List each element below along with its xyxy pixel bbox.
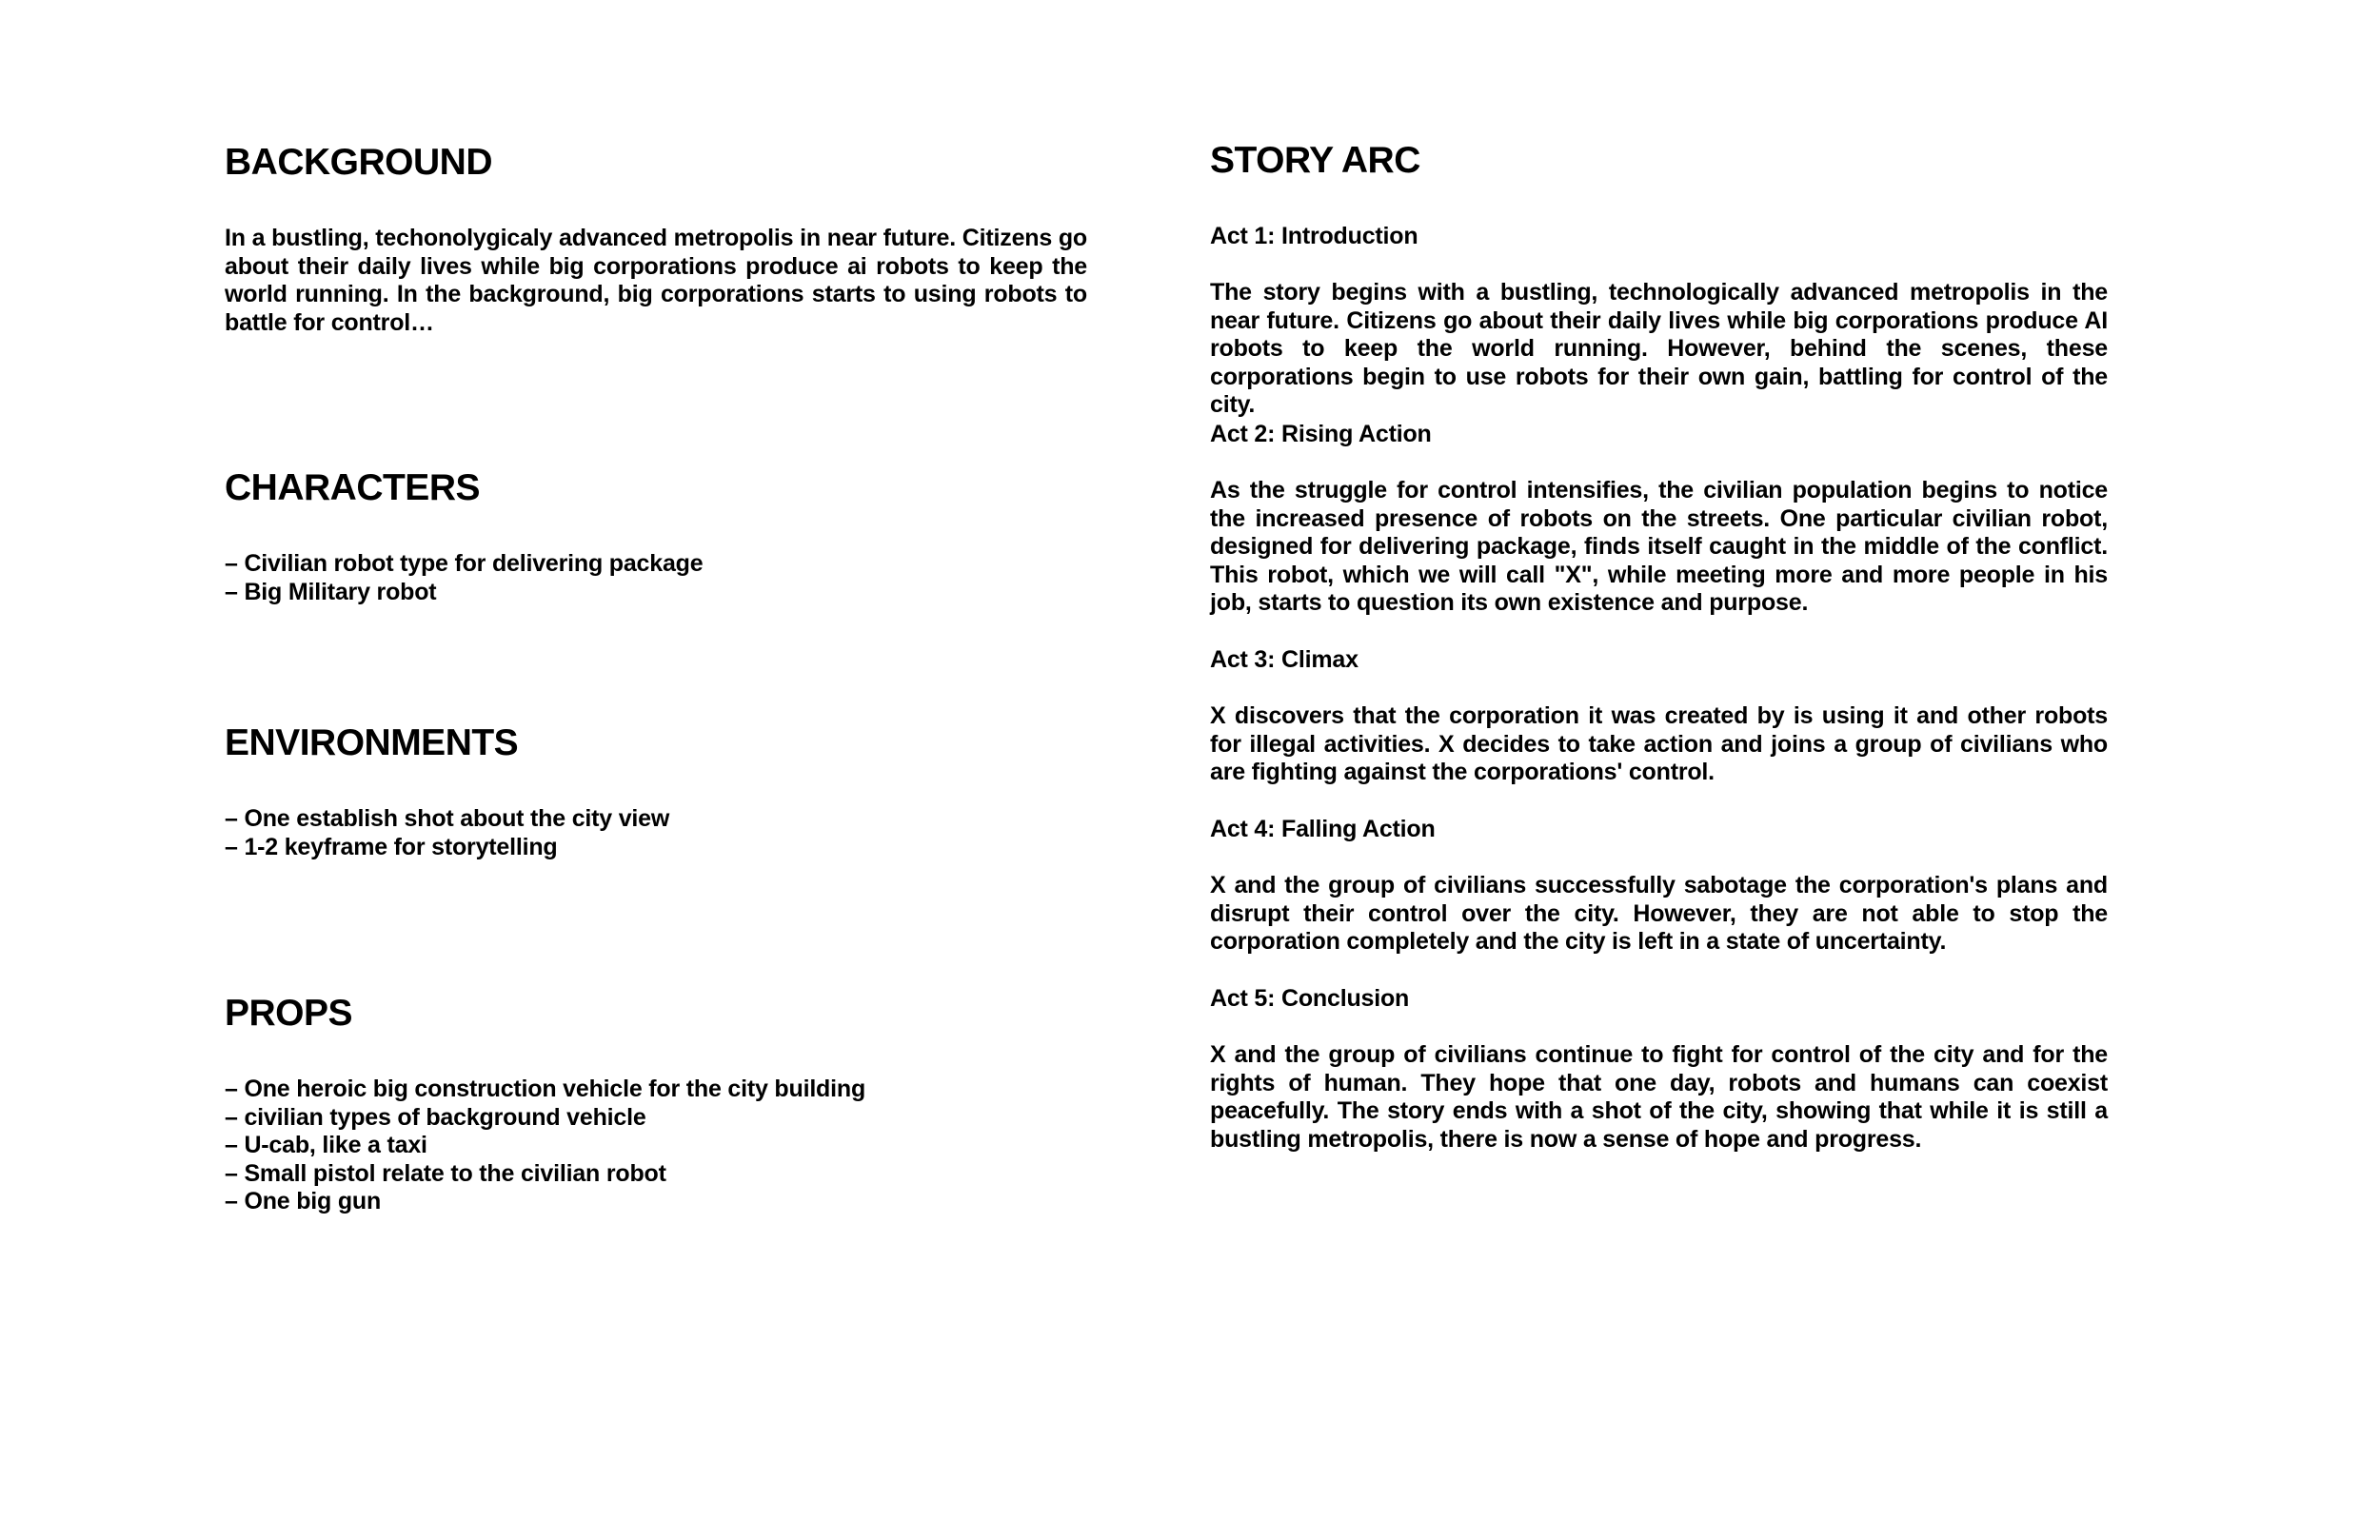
environments-list: [225, 805, 669, 861]
act-4-text: X and the group of civilians successfully sabotage the corporation's plans and disrupt their control over the city. However, they are not able to stop the corporation completely and the city is left in a state of uncertainty.: [1210, 872, 2108, 956]
act-2-text: As the struggle for control intensifies, the civilian population begins to notice the increased presence of robots on the streets. One particular civilian robot, designed for delivering package, finds itself caught in the middle of the conflict. This robot, which we will call "X", while meeting more and more people in his job, starts to question its own existence and purpose.: [1210, 477, 2108, 617]
list-item: – One heroic big construction vehicle for the city building: [225, 1076, 865, 1104]
act-1-text: The story begins with a bustling, technologically advanced metropolis in the near future. Citizens go about their daily lives while big corporations produce AI robots to keep the world running. However, behind the scenes, these corporations begin to use robots for their own gain, battling for control of the city.: [1210, 279, 2108, 419]
list-item: – One establish shot about the city view: [225, 805, 669, 834]
background-text: In a bustling, techonolygicaly advanced metropolis in near future. Citizens go about their daily lives while big corporations produce ai robots to keep the world running. In the background, big corporations starts to using robots to battle for control…: [225, 225, 1087, 336]
act-2-title: Act 2: Rising Action: [1210, 421, 1432, 447]
environments-heading: ENVIRONMENTS: [225, 722, 519, 763]
act-3-text: X discovers that the corporation it was created by is using it and other robots for illegal activities. X decides to take action and joins a group of civilians who are fighting against the corporations' control.: [1210, 702, 2108, 786]
act-3-title: Act 3: Climax: [1210, 646, 1359, 673]
characters-heading: CHARACTERS: [225, 467, 480, 508]
props-heading: PROPS: [225, 993, 353, 1034]
act-5-title: Act 5: Conclusion: [1210, 985, 1410, 1012]
props-list: [225, 1076, 865, 1216]
characters-list: [225, 550, 703, 606]
act-5-text: X and the group of civilians continue to fight for control of the city and for the rights of human. They hope that one day, robots and humans can coexist peacefully. The story ends with a shot of the city, showing that while it is still a bustling metropolis, there is now a sense of hope and progress.: [1210, 1041, 2108, 1153]
list-item: – civilian types of background vehicle: [225, 1104, 865, 1133]
list-item: – 1-2 keyframe for storytelling: [225, 834, 669, 862]
act-1-title: Act 1: Introduction: [1210, 223, 1418, 249]
list-item: – Civilian robot type for delivering package: [225, 550, 703, 579]
act-4-title: Act 4: Falling Action: [1210, 816, 1436, 842]
list-item: – U-cab, like a taxi: [225, 1132, 865, 1160]
list-item: – One big gun: [225, 1188, 865, 1216]
story-arc-heading: STORY ARC: [1210, 140, 1420, 181]
list-item: – Big Military robot: [225, 579, 703, 607]
list-item: – Small pistol relate to the civilian robot: [225, 1160, 865, 1189]
background-heading: BACKGROUND: [225, 142, 492, 183]
